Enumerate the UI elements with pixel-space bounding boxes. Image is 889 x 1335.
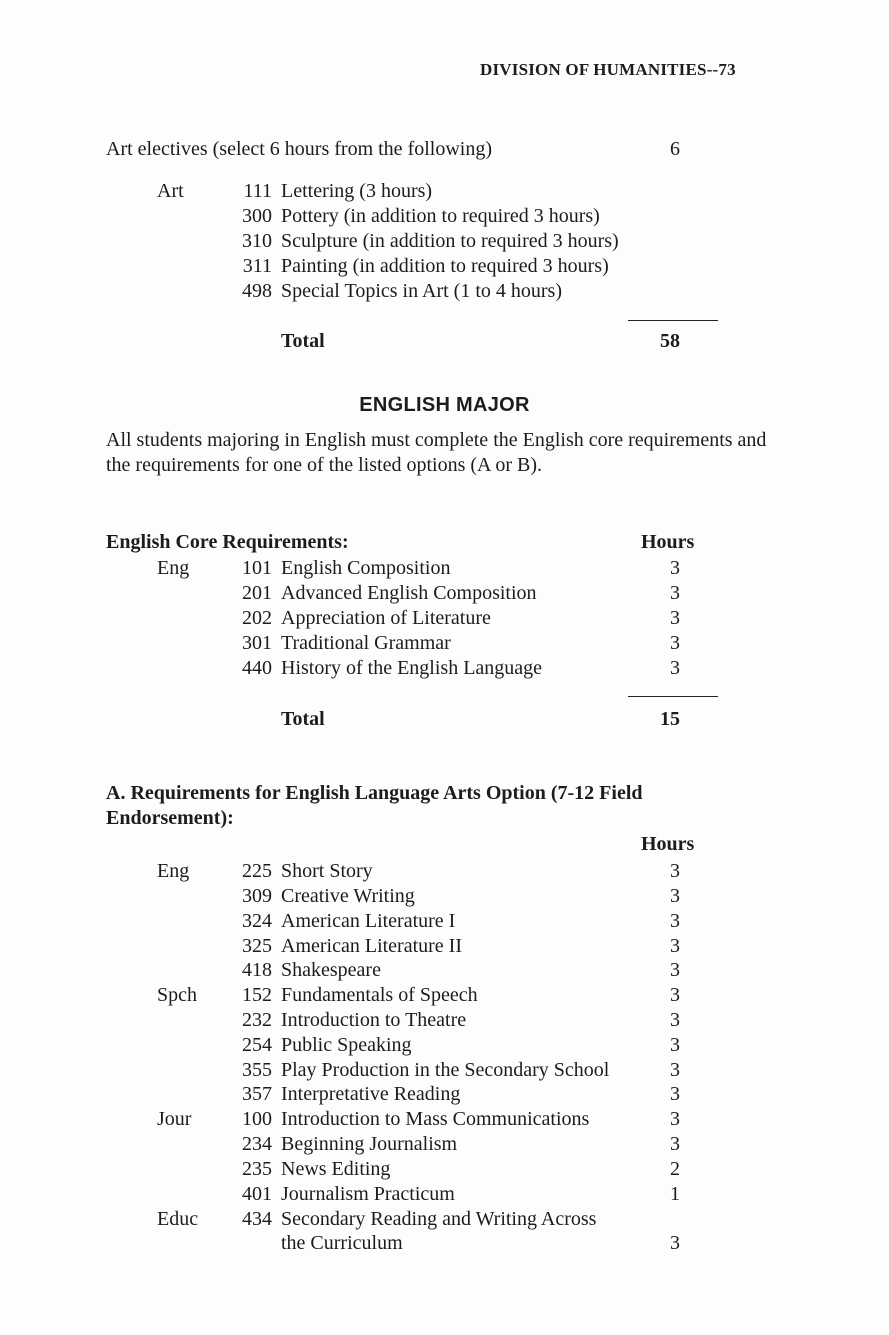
option-a-course-hours: 3 xyxy=(670,860,680,882)
total-rule xyxy=(628,696,718,697)
option-a-course-title-cont: the Curriculum xyxy=(281,1232,403,1254)
art-course-title: Pottery (in addition to required 3 hours) xyxy=(281,205,600,227)
art-course-num: 300 xyxy=(242,205,272,227)
core-course-title: History of the English Language xyxy=(281,657,543,679)
core-course-hours: 3 xyxy=(670,607,680,629)
art-course-title: Special Topics in Art (1 to 4 hours) xyxy=(281,280,562,302)
english-major-intro: All students majoring in English must complete the English core requirements and the requirements for one of the listed options (A or B). xyxy=(106,429,767,476)
option-a-course-title: Interpretative Reading xyxy=(281,1083,461,1105)
core-heading: English Core Requirements: xyxy=(106,531,349,553)
option-a-hours-label: Hours xyxy=(641,833,695,855)
option-a-course-title: Journalism Practicum xyxy=(281,1183,455,1205)
option-a-course-hours: 3 xyxy=(670,1108,680,1130)
option-a-course-hours: 2 xyxy=(670,1158,680,1180)
option-a-course-num: 309 xyxy=(242,885,272,907)
total-rule xyxy=(628,320,718,321)
option-a-course-title: Short Story xyxy=(281,860,373,882)
option-a-course-title: Introduction to Theatre xyxy=(281,1009,467,1031)
core-course-hours: 3 xyxy=(670,657,680,679)
option-a-subject-spch: Spch xyxy=(157,984,197,1006)
core-course-num: 301 xyxy=(242,632,272,654)
option-a-course-hours: 3 xyxy=(670,1059,680,1081)
option-a-course-hours: 3 xyxy=(670,984,680,1006)
core-course-title: Advanced English Composition xyxy=(281,582,537,604)
english-major-heading: ENGLISH MAJOR xyxy=(359,394,530,416)
art-course-title: Lettering (3 hours) xyxy=(281,180,433,202)
option-a-course-num: 100 xyxy=(242,1108,272,1130)
option-a-course-hours: 3 xyxy=(670,1083,680,1105)
option-a-course-title: American Literature II xyxy=(281,935,463,957)
option-a-course-hours: 3 xyxy=(670,959,680,981)
option-a-course-hours: 3 xyxy=(670,1232,680,1254)
option-a-course-title: News Editing xyxy=(281,1158,391,1180)
option-a-course-title: Fundamentals of Speech xyxy=(281,984,478,1006)
option-a-course-title: American Literature I xyxy=(281,910,456,932)
art-electives-label: Art electives (select 6 hours from the following) xyxy=(106,138,492,160)
option-a-course-hours: 3 xyxy=(670,935,680,957)
option-a-course-num: 434 xyxy=(242,1208,272,1230)
art-course-title: Painting (in addition to required 3 hours) xyxy=(281,255,609,277)
core-total-value: 15 xyxy=(660,708,680,730)
art-electives-hours: 6 xyxy=(670,138,680,160)
option-a-course-num: 235 xyxy=(242,1158,272,1180)
option-a-course-num: 225 xyxy=(242,860,272,882)
core-course-hours: 3 xyxy=(670,582,680,604)
core-course-num: 101 xyxy=(242,557,272,579)
core-course-title: Appreciation of Literature xyxy=(281,607,491,629)
option-a-subject-eng: Eng xyxy=(157,860,190,882)
option-a-course-title: Public Speaking xyxy=(281,1034,412,1056)
core-course-title: English Composition xyxy=(281,557,451,579)
option-a-heading-cont: Endorsement): xyxy=(106,807,234,829)
core-course-title: Traditional Grammar xyxy=(281,632,451,654)
option-a-course-hours: 3 xyxy=(670,1133,680,1155)
option-a-subject-jour: Jour xyxy=(157,1108,192,1130)
art-course-num: 310 xyxy=(242,230,272,252)
option-a-course-num: 401 xyxy=(242,1183,272,1205)
option-a-course-title: Shakespeare xyxy=(281,959,381,981)
art-total-value: 58 xyxy=(660,330,680,352)
option-a-course-title: Creative Writing xyxy=(281,885,415,907)
art-course-num: 111 xyxy=(243,180,272,202)
core-course-num: 440 xyxy=(242,657,272,679)
option-a-course-num: 234 xyxy=(242,1133,272,1155)
core-course-num: 201 xyxy=(242,582,272,604)
option-a-course-title: Secondary Reading and Writing Across xyxy=(281,1208,597,1230)
option-a-course-num: 418 xyxy=(242,959,272,981)
option-a-course-title: Introduction to Mass Communications xyxy=(281,1108,590,1130)
core-total-label: Total xyxy=(281,708,325,730)
option-a-course-num: 324 xyxy=(242,910,272,932)
option-a-course-num: 254 xyxy=(242,1034,272,1056)
option-a-course-title: Play Production in the Secondary School xyxy=(281,1059,610,1081)
option-a-course-num: 355 xyxy=(242,1059,272,1081)
core-course-num: 202 xyxy=(242,607,272,629)
option-a-course-num: 232 xyxy=(242,1009,272,1031)
option-a-course-hours: 3 xyxy=(670,910,680,932)
option-a-course-hours: 3 xyxy=(670,1009,680,1031)
running-head: DIVISION OF HUMANITIES--73 xyxy=(480,60,736,79)
option-a-course-hours: 3 xyxy=(670,1034,680,1056)
option-a-course-num: 152 xyxy=(242,984,272,1006)
option-a-heading: A. Requirements for English Language Arts Option (7-12 Field xyxy=(106,782,643,804)
art-course-num: 311 xyxy=(242,255,272,277)
core-course-hours: 3 xyxy=(670,557,680,579)
option-a-course-hours: 1 xyxy=(670,1183,680,1205)
art-subject: Art xyxy=(157,180,184,202)
option-a-course-hours: 3 xyxy=(670,885,680,907)
option-a-course-num: 357 xyxy=(242,1083,272,1105)
core-subject: Eng xyxy=(157,557,190,579)
art-course-num: 498 xyxy=(242,280,272,302)
core-course-hours: 3 xyxy=(670,632,680,654)
option-a-subject-educ: Educ xyxy=(157,1208,199,1230)
option-a-course-num: 325 xyxy=(242,935,272,957)
core-hours-label: Hours xyxy=(641,531,695,553)
art-total-label: Total xyxy=(281,330,325,352)
art-course-title: Sculpture (in addition to required 3 hours) xyxy=(281,230,619,252)
option-a-course-title: Beginning Journalism xyxy=(281,1133,458,1155)
